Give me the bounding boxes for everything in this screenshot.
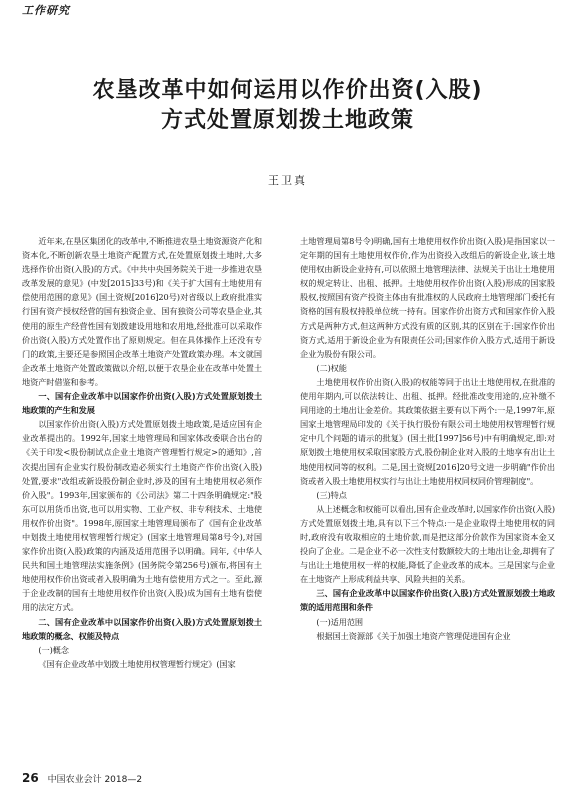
paragraph: 从上述概念和权能可以看出,国有企业改革时,以国家作价出资(入股)方式处置原划拨土地,具有以下三个特点:一是企业取得土地使用权的同时,政府没有收取相应的土地价款,而是把这部分价款作为国家资本金又投向了企业。二是企业不必一次性支付数额较大的土地出让金,却拥有了与出让土地使用权一样的权能,降低了企业改革的成本。三是国家与企业在土地资产上形成利益共享、风险共担的关系。 xyxy=(300,503,555,585)
subsection-heading: (三)特点 xyxy=(316,489,347,500)
author: 王卫真 xyxy=(268,174,307,187)
title-line-1: 农垦改革中如何运用以作价出资(入股) xyxy=(92,78,483,103)
page-footer xyxy=(22,771,142,785)
section-heading: 二、国有企业改革中以国家作价出资(入股)方式处置原划拨土地政策的概念、权能及特点 xyxy=(22,616,262,641)
subsection-heading: (一)适用范围 xyxy=(316,616,364,627)
paragraph: 土地管理局第8号令)明确,国有土地使用权作价出资(入股)是指国家以一定年期的国有土地使用权作价,作为出资投入改组后的新设企业,该土地使用权由新设企业持有,可以依照土地管理法律、法规关于出让土地使用权的规定转让、出租、抵押。土地使用权作价出资(入股)形成的国家股股权,按照国有资产投资主体由有批准权的人民政府土地管理部门委托有资格的国有股权持股单位统一持有。国家作价出资方式和国家作价入股方式是两种方式,但这两种方式没有质的区别,其的区别在于:国家作价出资方式,适用于新设企业为有限责任公司;国家作价入股方式,适用于新设企业为股份有限公司。 xyxy=(300,236,555,359)
section-heading: 一、国有企业改革中以国家作价出资(入股)方式处置原划拨土地政策的产生和发展 xyxy=(22,391,262,416)
subsection-heading: (二)权能 xyxy=(316,362,347,373)
page-number: 26 xyxy=(22,771,39,785)
section-tag: 工作研究 xyxy=(22,4,70,17)
paragraph: 土地使用权作价出资(入股)的权能等同于出让土地使用权,在批准的使用年期内,可以依法转让、出租、抵押。经批准改变用途的,应补缴不同用途的土地出让金差价。其政策依据主要有以下两个:一是,1997年,原国家土地管理局印发的《关于执行股份有限公司土地使用权管理暂行规定中几个问题的请示的批复》(国土批[1997]56号)中有明确规定,即:对原划拨土地使用权采取国家股方式,股份制企业对入股的土地享有出让土地使用权同等的权利。二是,国土资规[2016]20号文进一步明确"作价出资或者入股土地使用权实行与出让土地使用权同权同价管理制度"。 xyxy=(300,376,555,486)
right-column xyxy=(300,234,555,643)
subsection-heading: (一)概念 xyxy=(38,644,69,655)
article-title xyxy=(0,76,575,136)
title-line-2: 方式处置原划拨土地政策 xyxy=(160,108,414,133)
paragraph: 以国家作价出资(入股)方式处置原划拨土地政策,是适应国有企业改革提出的。1992年,国家土地管理局和国家体改委联合出台的《关于印发<股份制试点企业土地资产管理暂行规定>的通知》,首次提出国有企业实行股份制改造必须实行土地资产作价出资(入股)处置,要求"改组或新设股份制企业时,涉及的国有土地使用权必须作价入股"。1993年,国家颁布的《公司法》第二十四条明确规定:"股东可以用货币出资,也可以用实物、工业产权、非专利技术、土地使用权作价出资"。1998年,原国家土地管理局颁布了《国有企业改革中划拨土地使用权管理暂行规定》(国家土地管理局第8号令),对国家作价出资(入股)政策的内涵及适用范围予以明确。同年,《中华人民共和国土地管理法实施条例》(国务院令第256号)颁布,将国有土地使用权作价出资或者入股明确为土地有偿使用方式之一。至此,源于企业改制的国有土地使用权作价出资(入股)成为国有土地有偿使用的法定方式。 xyxy=(22,419,262,613)
journal-issue: 中国农业会计 2018—2 xyxy=(47,775,143,785)
paragraph: 近年来,在垦区集团化的改革中,不断推进农垦土地资源资产化和资本化,不断创新农垦土地资产配置方式,在处置原划拨土地时,大多选择作价出资(入股)的方式。《中共中央国务院关于进一步推进农垦改革发展的意见》(中发[2015]33号)和《关于扩大国有土地使用有偿使用范围的意见》(国土资规[2016]20号)对省级以上政府批准实行国有资产授权经营的国有独资企业、国有独资公司等农垦企业,其使用的原生产经营性国有划拨建设用地和农用地,经批准可以采取作价出资(入股)方式处置作出了原则规定。但在具体操作上还没有专门的政策,主要还是参照国企改革土地资产处置政策办理。本文就国企改革土地资产处置政策做以介绍,以便于农垦企业在改革中处置土地资产时借鉴和参考。 xyxy=(22,236,262,387)
left-column xyxy=(22,234,262,671)
paragraph: 根据国土资源部《关于加强土地资产管理促进国有企业 xyxy=(316,630,511,641)
paragraph: 《国有企业改革中划拨土地使用权管理暂行规定》(国家 xyxy=(38,658,236,669)
section-heading: 三、国有企业改革中以国家作价出资(入股)方式处置原划拨土地政策的适用范围和条件 xyxy=(300,588,555,613)
